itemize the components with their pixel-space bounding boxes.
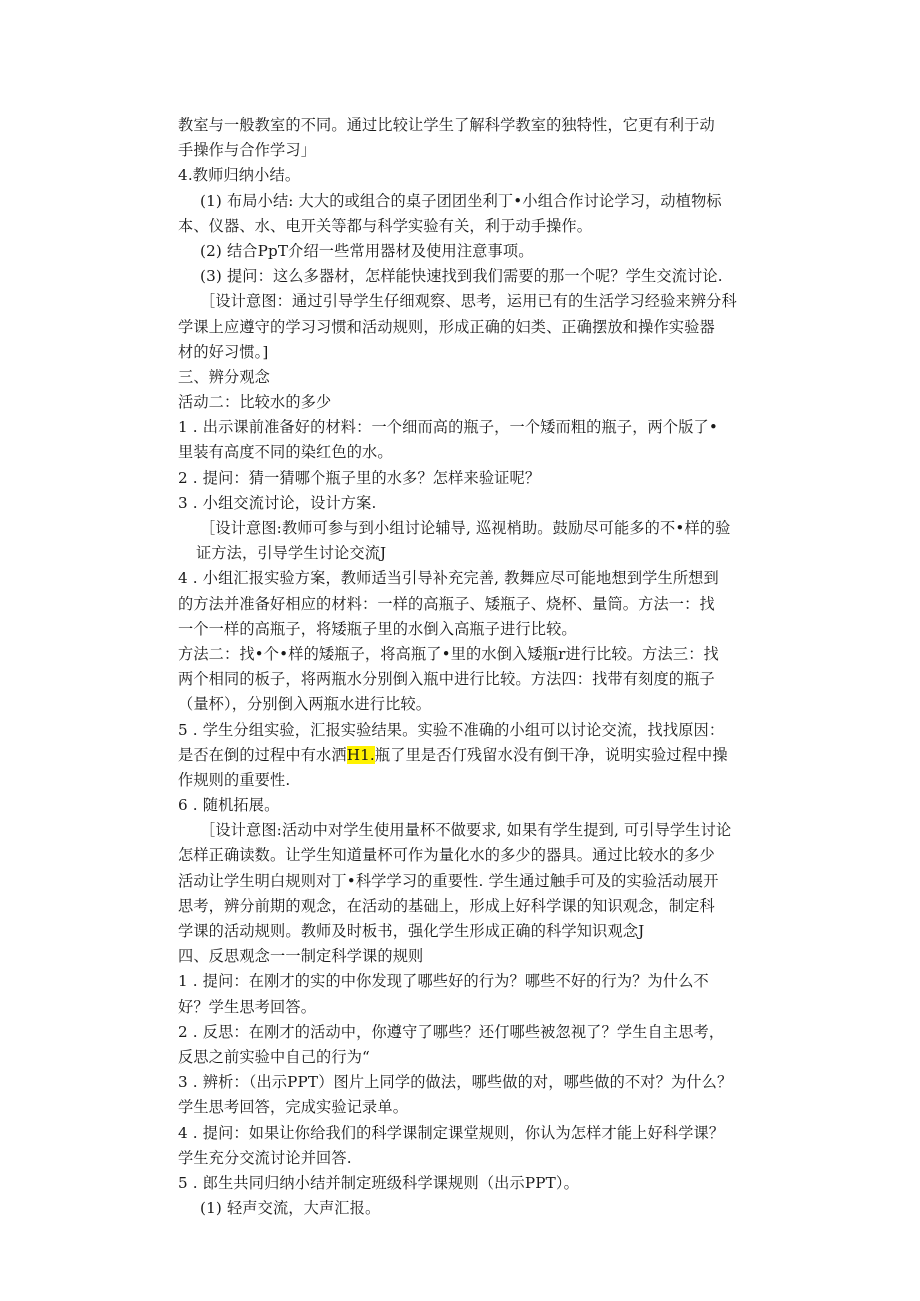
text-line-highlighted [178, 743, 788, 768]
text-line: 反思之前实验中自己的行为“ [178, 1047, 370, 1066]
text-segment: 瓶了里是否仃残留水没有倒干净，说明实验过程中操 [374, 745, 728, 764]
text-line: 材的好习惯。] [178, 342, 269, 361]
text-line: (1) 轻声交流，大声汇报。 [200, 1199, 381, 1218]
list-item: 3 . 辨析：（出示PPT）图片上同学的做法，哪些做的对，哪些做的不对？为什么？ [178, 1073, 733, 1092]
text-line: 学生思考回答，完成实验记录单。 [178, 1098, 409, 1117]
document-body [178, 113, 788, 1221]
text-line: 证方法，引导学生讨论交流J [196, 544, 387, 563]
text-line: 本、仪器、水、电开关等都与科学实验有关，利于动手操作。 [178, 216, 593, 235]
text-line: 的方法并准备好相应的材料：一样的高瓶子、矮瓶子、烧杯、量筒。方法一：找 [178, 594, 715, 613]
text-line: 手操作与合作学习」 [178, 141, 317, 160]
section-heading: 三、辨分观念 [178, 367, 271, 386]
text-line: 教室与一般教室的不同。通过比较让学生了解科学教室的独特性，它更有利于动 [178, 116, 715, 134]
text-line: ［设计意图:教师可参与到小组讨论辅导, 巡视梢助。鼓励尽可能多的不•样的验 [200, 519, 731, 537]
text-line: 好？学生思考回答。 [178, 997, 317, 1016]
text-line: (1) 布局小结: 大大的或组合的桌子团团坐利丁•小组合作讨论学习，动植物标 [200, 191, 722, 210]
text-line: 思考，辨分前期的观念，在活动的基础上，形成上好科学课的知识观念，制定科 [178, 896, 715, 915]
text-line: 学生充分交流讨论并回答. [178, 1148, 352, 1167]
text-line: ［设计意图:活动中对学生使用量杯不做要求, 如果有学生提到, 可引导学生讨论 [200, 821, 732, 840]
list-item: 4 . 小组汇报实验方案，教师适当引导补充完善, 教舞应尽可能地想到学生所想到 [178, 569, 719, 588]
text-line: 一个一样的高瓶子，将矮瓶子里的水倒入高瓶子进行比较。 [178, 619, 577, 638]
list-item: 2 . 提问：猜一猜哪个瓶子里的水多？怎样来验证呢？ [178, 468, 541, 487]
text-line: ［设计意图：通过引导学生仔细观察、思考，运用已有的生活学习经验来辨分科 [200, 292, 737, 311]
list-item: 5 . 郎生共同归纳小结并制定班级科学课规则（出示PPT）。 [178, 1173, 579, 1192]
text-line: 学课的活动规则。教师及时板书，强化学生形成正确的科学知识观念J [178, 922, 645, 940]
text-line: (3) 提问：这么多器材，怎样能快速找到我们需要的那一个呢？学生交流讨论. [200, 267, 723, 286]
highlighted-text: H1. [346, 745, 375, 764]
list-item: 3 . 小组交流讨论，设计方案. [178, 493, 377, 512]
list-item: 6 . 随机拓展。 [178, 796, 280, 815]
text-line: 怎样正确读数。让学生知道量杯可作为量化水的多少的器具。通过比较水的多少 [178, 846, 715, 865]
text-line: 作规则的重要性. [178, 770, 291, 789]
activity-heading: 活动二：比较水的多少 [178, 393, 332, 412]
text-line: （量杯），分别倒入两瓶水进行比较。 [178, 695, 432, 714]
text-segment: 是否在倒的过程中有水洒 [178, 745, 347, 764]
list-item: 1 . 出示课前准备好的材料：一个细而高的瓶子，一个矮而粗的瓶子，两个版了• [178, 418, 718, 437]
text-line: 里装有高度不同的染红色的水。 [178, 443, 393, 462]
text-line: 两个相同的板子，将两瓶水分别倒入瓶中进行比较。方法四：找带有刻度的瓶子 [178, 670, 715, 689]
list-item: 5 . 学生分组实验，汇报实验结果。实验不准确的小组可以讨论交流，找找原因： [178, 720, 725, 739]
section-heading: 四、反思观念一一制定科学课的规则 [178, 947, 424, 966]
text-line: 活动让学生明白规则对丁•科学学习的重要性. 学生通过触手可及的实验活动展开 [178, 871, 719, 890]
text-line: 方法二：找•个•样的矮瓶子，将高瓶了•里的水倒入矮瓶r进行比较。方法三：找 [178, 644, 719, 663]
section-heading: 4.教师归纳小结。 [178, 166, 301, 185]
list-item: 4 . 提问：如果让你给我们的科学课制定课堂规则，你认为怎样才能上好科学课？ [178, 1123, 725, 1142]
text-line: 学课上应遵守的学习习惯和活动规则，形成正确的妇类、正确摆放和操作实验器 [178, 317, 715, 336]
list-item: 1 . 提问：在刚才的实的中你发现了哪些好的行为？哪些不好的行为？为什么不 [178, 972, 709, 991]
text-line: (2) 结合PpT介绍一些常用器材及使用注意事项。 [200, 241, 534, 260]
list-item: 2 . 反思：在刚才的活动中，你遵守了哪些？还仃哪些被忽视了？学生自主思考， [178, 1022, 725, 1041]
